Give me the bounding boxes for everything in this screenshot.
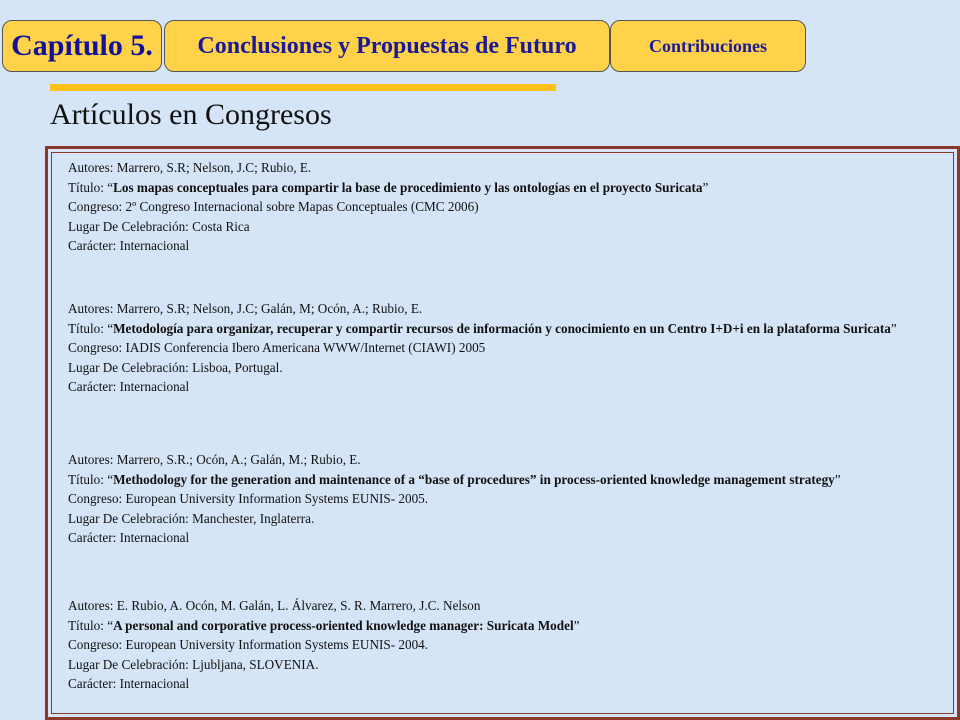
page-title: Artículos en Congresos [50, 98, 332, 131]
entry-location: Lugar De Celebración: Ljubljana, SLOVENIA. [68, 656, 319, 672]
entry-character: Carácter: Internacional [68, 379, 190, 394]
entry-authors: Autores: Marrero, S.R; Nelson, J.C; Rubio, E. [68, 160, 312, 175]
entry-title: Título: “A personal and corporative process-oriented knowledge manager: Suricata Model” [68, 617, 580, 633]
subsection-tab: Contribuciones [610, 20, 806, 72]
entry-location: Lugar De Celebración: Costa Rica [68, 218, 250, 234]
publication-entry-2 [68, 299, 948, 397]
publication-entry-1 [68, 158, 948, 256]
entry-congress: Congreso: European University Information Systems EUNIS- 2004. [68, 637, 429, 652]
entry-title: Título: “Methodology for the generation and maintenance of a “base of procedures” in process-oriented knowledge management strategy” [68, 471, 841, 487]
entry-title: Título: “Los mapas conceptuales para compartir la base de procedimiento y las ontologías en el proyecto Suricata” [68, 179, 709, 195]
entry-authors: Autores: E. Rubio, A. Ocón, M. Galán, L. Álvarez, S. R. Marrero, J.C. Nelson [68, 598, 481, 613]
entry-authors: Autores: Marrero, S.R.; Ocón, A.; Galán, M.; Rubio, E. [68, 452, 361, 467]
title-underline-bar [50, 84, 556, 91]
publication-entry-3 [68, 450, 948, 548]
chapter-tab: Capítulo 5. [2, 20, 162, 72]
entry-congress: Congreso: 2º Congreso Internacional sobre Mapas Conceptuales (CMC 2006) [68, 199, 479, 214]
entry-congress: Congreso: European University Information Systems EUNIS- 2005. [68, 491, 429, 506]
entry-character: Carácter: Internacional [68, 530, 190, 545]
entry-character: Carácter: Internacional [68, 238, 190, 253]
section-tab: Conclusiones y Propuestas de Futuro [164, 20, 610, 72]
entry-character: Carácter: Internacional [68, 676, 190, 691]
publication-entry-4 [68, 596, 948, 694]
entry-location: Lugar De Celebración: Lisboa, Portugal. [68, 359, 283, 375]
entry-congress: Congreso: IADIS Conferencia Ibero Americana WWW/Internet (CIAWI) 2005 [68, 340, 486, 355]
entry-location: Lugar De Celebración: Manchester, Inglaterra. [68, 510, 315, 526]
entry-title: Título: “Metodología para organizar, recuperar y compartir recursos de información y conocimiento en un Centro I+D+i en la plataforma Suricata” [68, 320, 897, 336]
entry-authors: Autores: Marrero, S.R; Nelson, J.C; Galán, M; Ocón, A.; Rubio, E. [68, 301, 423, 316]
